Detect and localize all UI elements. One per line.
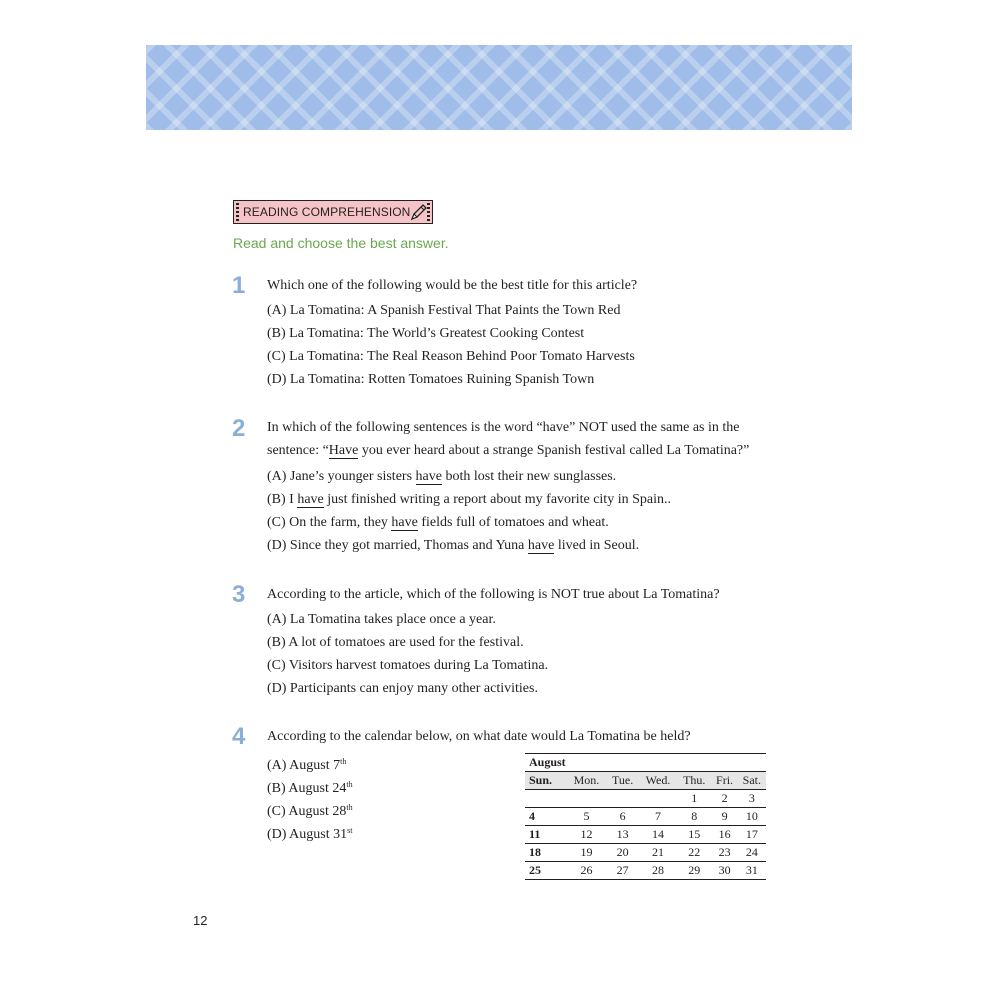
calendar-day [639,790,677,808]
calendar-day: 10 [738,808,766,826]
calendar-day [606,790,639,808]
calendar-day: 1 [677,790,711,808]
calendar-day [567,790,607,808]
calendar-week-3 [525,826,766,844]
question-1-option-c: (C) La Tomatina: The Real Reason Behind Poor Tomato Harvests [267,349,635,364]
section-label [233,200,433,224]
question-2-number: 2 [232,415,246,442]
pencil-icon [409,202,429,222]
weekday-wed: Wed. [639,772,677,790]
question-1-option-d: (D) La Tomatina: Rotten Tomatoes Ruining Spanish Town [267,372,595,387]
question-3-option-d: (D) Participants can enjoy many other activities. [267,681,538,696]
question-3-text: According to the article, which of the following is NOT true about La Tomatina? [267,587,720,602]
calendar-day: 18 [525,844,567,862]
calendar-day: 5 [567,808,607,826]
calendar-day: 9 [711,808,737,826]
weekday-sat: Sat. [738,772,766,790]
question-2-option-c: (C) On the farm, they have fields full of tomatoes and wheat. [267,515,609,530]
question-4-option-d: (D) August 31st [267,826,353,842]
calendar-month: August [525,754,766,772]
question-3-number: 3 [232,581,246,608]
page-number: 12 [193,913,208,928]
question-4-option-c: (C) August 28th [267,803,353,819]
question-1-text: Which one of the following would be the best title for this article? [267,278,638,293]
calendar-day: 17 [738,826,766,844]
calendar-day: 13 [606,826,639,844]
calendar-day: 21 [639,844,677,862]
question-3-option-c: (C) Visitors harvest tomatoes during La Tomatina. [267,658,549,673]
calendar-day: 14 [639,826,677,844]
weekday-thu: Thu. [677,772,711,790]
calendar-weekday-header [525,772,766,790]
question-1-option-a: (A) La Tomatina: A Spanish Festival That Paints the Town Red [267,303,621,318]
calendar-week-2 [525,808,766,826]
question-2-text-line2: sentence: “Have you ever heard about a strange Spanish festival called La Tomatina?” [267,443,750,458]
calendar-day: 29 [677,862,711,880]
calendar-day: 12 [567,826,607,844]
calendar-day: 31 [738,862,766,880]
calendar-day: 3 [738,790,766,808]
calendar-day: 27 [606,862,639,880]
calendar-day: 2 [711,790,737,808]
calendar-week-5 [525,862,766,880]
calendar-day [525,790,567,808]
calendar-day: 24 [738,844,766,862]
weekday-fri: Fri. [711,772,737,790]
calendar-day: 26 [567,862,607,880]
question-4-option-b: (B) August 24th [267,780,353,796]
august-calendar [525,753,766,880]
calendar-day: 15 [677,826,711,844]
calendar-day: 8 [677,808,711,826]
question-1-number: 1 [232,272,246,299]
section-label-text: READING COMPREHENSION [243,205,411,219]
calendar-day: 11 [525,826,567,844]
question-3-option-b: (B) A lot of tomatoes are used for the festival. [267,635,524,650]
calendar-day: 22 [677,844,711,862]
question-2-option-d: (D) Since they got married, Thomas and Yuna have lived in Seoul. [267,538,640,553]
calendar-week-1 [525,790,766,808]
calendar-day: 23 [711,844,737,862]
instruction: Read and choose the best answer. [233,235,449,251]
header-banner [146,45,852,130]
calendar-day: 16 [711,826,737,844]
calendar-day: 20 [606,844,639,862]
calendar-day: 19 [567,844,607,862]
weekday-sun: Sun. [525,772,567,790]
question-4-option-a: (A) August 7th [267,757,347,773]
question-3-option-a: (A) La Tomatina takes place once a year. [267,612,496,627]
calendar-day: 7 [639,808,677,826]
calendar-day: 4 [525,808,567,826]
question-2-text-line1: In which of the following sentences is the word “have” NOT used the same as in the [267,420,740,435]
calendar-week-4 [525,844,766,862]
question-2-option-a: (A) Jane’s younger sisters have both lost their new sunglasses. [267,469,617,484]
question-2-option-b: (B) I have just finished writing a report about my favorite city in Spain.. [267,492,671,507]
weekday-mon: Mon. [567,772,607,790]
question-4-number: 4 [232,723,246,750]
weekday-tue: Tue. [606,772,639,790]
calendar-day: 6 [606,808,639,826]
question-1-option-b: (B) La Tomatina: The World’s Greatest Cooking Contest [267,326,585,341]
question-4-text: According to the calendar below, on what date would La Tomatina be held? [267,729,691,744]
calendar-day: 28 [639,862,677,880]
calendar-day: 30 [711,862,737,880]
calendar-day: 25 [525,862,567,880]
